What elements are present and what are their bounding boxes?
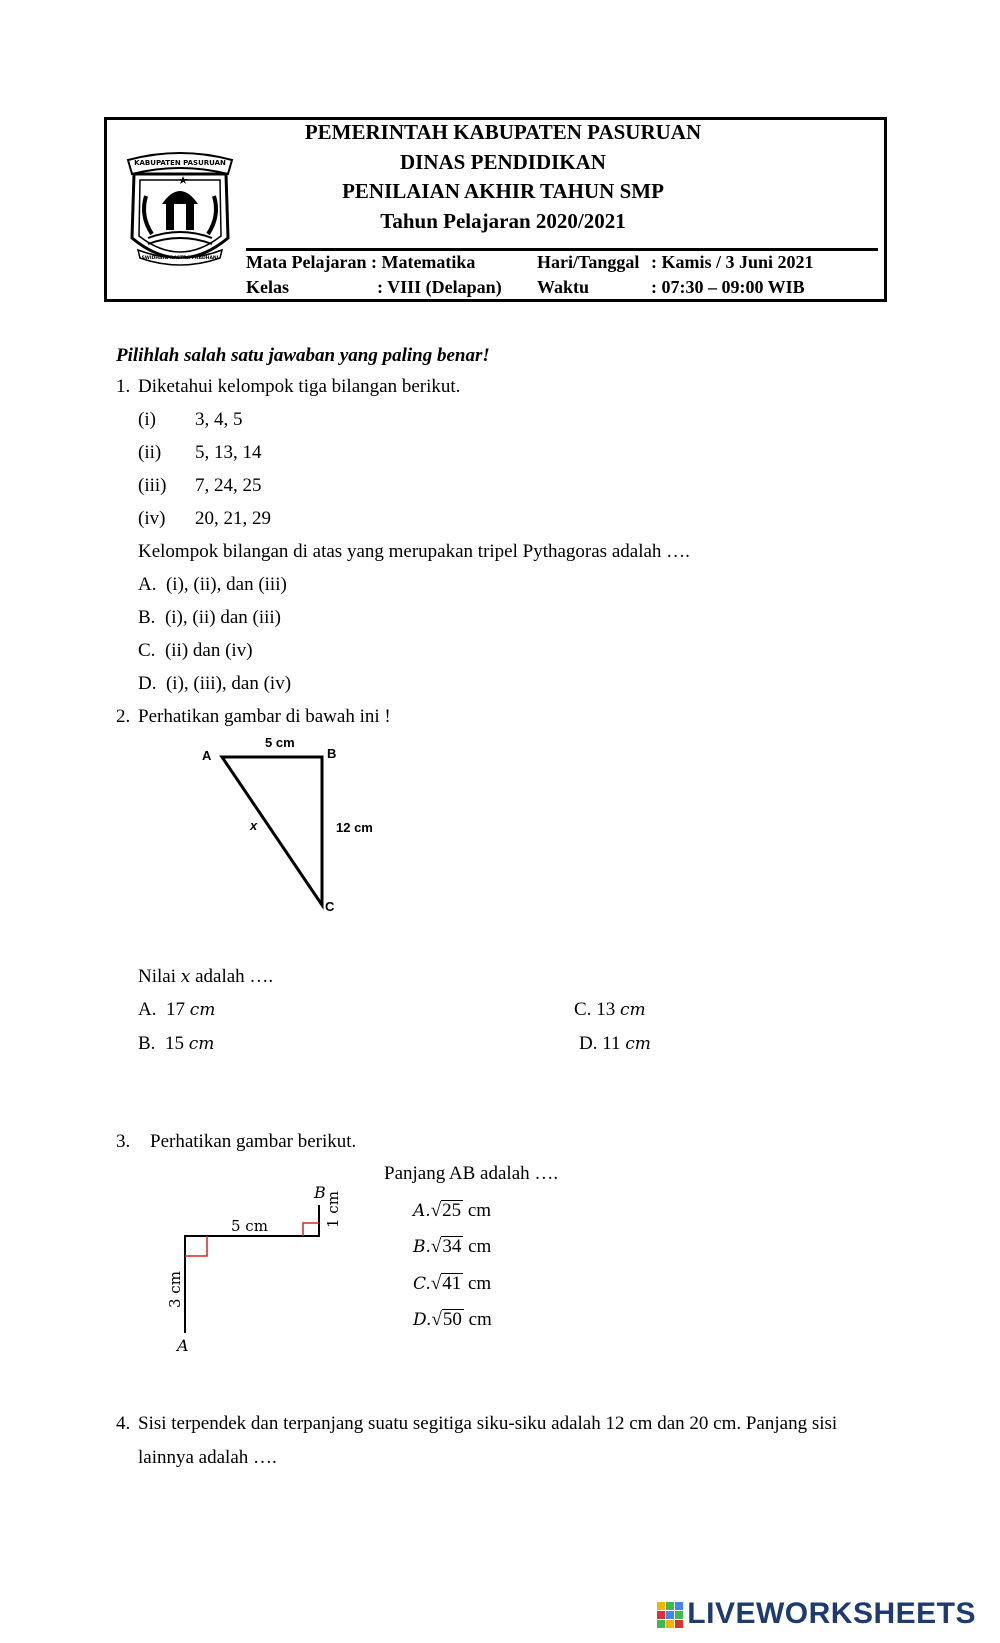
option-unit: cm — [468, 1236, 492, 1257]
q1-item-values: 7, 24, 25 — [195, 475, 262, 496]
option-unit: cm — [467, 1200, 492, 1221]
header-government: PEMERINTAH KABUPATEN PASURUAN — [304, 120, 702, 144]
logo-bottom-text: SWIDHAYA RASTRA PRADHANI — [141, 256, 219, 261]
date-label: Hari/Tanggal — [537, 252, 640, 272]
q2-question-post: adalah …. — [190, 966, 274, 987]
q3-option[interactable] — [413, 1200, 491, 1222]
instruction-text: Pilihlah salah satu jawaban yang paling benar! — [116, 345, 490, 366]
q2-side-bc: 12 cm — [336, 820, 373, 835]
logo-top-text: KABUPATEN PASURUAN — [134, 159, 226, 167]
q2-triangle-figure — [190, 730, 410, 915]
watermark-text: LIVEWORKSHEETS — [687, 1597, 976, 1630]
q4-line1: Sisi terpendek dan terpanjang suatu segitiga siku-siku adalah 12 cm dan 20 cm. Panjang sisi — [138, 1413, 838, 1434]
sqrt-sign: √ — [431, 1309, 442, 1330]
pasuruan-emblem-logo — [118, 138, 242, 278]
q2-option[interactable] — [138, 1033, 214, 1055]
option-radicand: 50 — [442, 1309, 462, 1330]
q1-question: Kelompok bilangan di atas yang merupakan tripel Pythagoras adalah …. — [138, 541, 690, 562]
header-exam-title: PENILAIAN AKHIR TAHUN SMP — [342, 179, 664, 203]
q2-side-ab: 5 cm — [265, 735, 295, 750]
q3-text: Perhatikan gambar berikut. — [150, 1131, 357, 1152]
option-letter: A. — [138, 574, 157, 595]
q3-right-angle-a — [185, 1236, 207, 1256]
option-letter: C. — [574, 999, 592, 1020]
q1-item-values: 3, 4, 5 — [195, 409, 243, 430]
subject-label: Mata Pelajaran : Matematika — [246, 252, 476, 272]
q3-number: 3. — [116, 1131, 131, 1152]
q2-question-var: x — [180, 967, 191, 987]
q1-option[interactable] — [138, 673, 291, 695]
q1-number: 1. — [116, 376, 131, 397]
option-num: 17 — [165, 999, 185, 1020]
header-school-year: Tahun Pelajaran 2020/2021 — [380, 209, 626, 233]
q1-option[interactable] — [138, 607, 281, 629]
liveworksheets-watermark[interactable] — [657, 1597, 976, 1631]
q2-question-pre: Nilai — [138, 966, 181, 987]
q4-number: 4. — [116, 1413, 131, 1434]
q1-item-roman: (i) — [138, 409, 156, 430]
option-text: (ii) dan (iv) — [164, 640, 253, 661]
q4-line2: lainnya adalah …. — [138, 1447, 277, 1468]
option-letter: D. — [413, 1310, 432, 1330]
time-label: Waktu — [537, 277, 590, 297]
q2-question — [138, 966, 273, 988]
option-letter: C. — [413, 1274, 431, 1294]
option-letter: B. — [413, 1237, 431, 1257]
option-unit: cm — [468, 1273, 492, 1294]
time-value: : 07:30 – 09:00 WIB — [651, 277, 805, 297]
q2-text: Perhatikan gambar di bawah ini ! — [138, 706, 391, 727]
q3-option[interactable] — [413, 1236, 491, 1258]
q3-option[interactable] — [413, 1309, 492, 1331]
option-letter: D. — [138, 673, 157, 694]
date-value: : Kamis / 3 Juni 2021 — [651, 252, 814, 272]
option-letter: A. — [413, 1201, 431, 1221]
option-unit: cm — [188, 1034, 215, 1054]
option-letter: C. — [138, 640, 156, 661]
option-unit: cm — [189, 1000, 216, 1020]
option-unit: cm — [619, 1000, 646, 1020]
option-radicand: 25 — [442, 1200, 462, 1221]
q1-item-roman: (ii) — [138, 442, 162, 463]
q1-item-roman: (iii) — [138, 475, 167, 496]
option-letter: D. — [579, 1033, 598, 1054]
liveworksheets-logo-icon — [657, 1602, 683, 1628]
sqrt-sign: √ — [430, 1200, 442, 1221]
option-text: (i), (iii), dan (iv) — [165, 673, 292, 694]
q2-number: 2. — [116, 706, 131, 727]
option-radicand: 41 — [442, 1273, 462, 1294]
q3-label-3cm: 3 cm — [166, 1271, 184, 1308]
option-text: (i), (ii), dan (iii) — [165, 574, 287, 595]
q2-option[interactable] — [138, 999, 215, 1021]
q3-vertex-a: A — [177, 1336, 189, 1355]
q2-vertex-b: B — [327, 746, 337, 761]
option-num: 15 — [164, 1033, 184, 1054]
q1-option[interactable] — [138, 640, 253, 662]
q1-item-values: 5, 13, 14 — [195, 442, 262, 463]
q2-side-ac: x — [250, 818, 258, 833]
header-divider — [246, 248, 878, 251]
q2-option[interactable] — [579, 1033, 651, 1055]
q3-right-angle-b — [303, 1223, 319, 1236]
q3-option[interactable] — [413, 1273, 491, 1295]
option-unit: cm — [625, 1034, 651, 1054]
option-letter: B. — [138, 607, 156, 628]
class-value: : VIII (Delapan) — [377, 277, 502, 297]
sqrt-sign: √ — [430, 1273, 442, 1294]
option-unit: cm — [468, 1309, 492, 1330]
option-num: 11 — [602, 1033, 621, 1054]
q2-vertex-c: C — [325, 899, 335, 914]
q3-vertex-b: B — [314, 1183, 326, 1202]
option-letter: A. — [138, 999, 157, 1020]
q3-path-figure — [160, 1180, 360, 1360]
q1-item-values: 20, 21, 29 — [195, 508, 271, 529]
class-label: Kelas — [246, 277, 289, 297]
q3-question: Panjang AB adalah …. — [384, 1163, 559, 1184]
q1-option[interactable] — [138, 574, 287, 596]
q2-option[interactable] — [574, 999, 646, 1021]
q2-vertex-a: A — [202, 748, 212, 763]
q1-text: Diketahui kelompok tiga bilangan berikut. — [138, 376, 461, 397]
q1-item-roman: (iv) — [138, 508, 166, 529]
option-num: 13 — [596, 999, 616, 1020]
q2-triangle — [222, 757, 322, 905]
q3-label-1cm: 1 cm — [324, 1191, 342, 1228]
header-department: DINAS PENDIDIKAN — [400, 150, 606, 174]
option-radicand: 34 — [442, 1236, 462, 1257]
option-letter: B. — [138, 1033, 156, 1054]
option-text: (i), (ii) dan (iii) — [164, 607, 282, 628]
q3-label-5cm: 5 cm — [231, 1217, 268, 1235]
sqrt-sign: √ — [430, 1236, 442, 1257]
